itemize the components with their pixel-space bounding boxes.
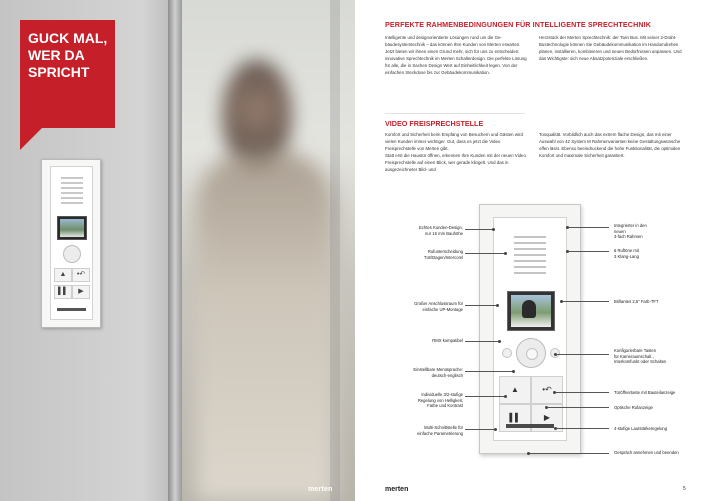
intercom-key: ▶ xyxy=(72,285,90,299)
navigation-pad xyxy=(516,338,546,368)
page-number: 5 xyxy=(683,486,686,492)
callout-leader xyxy=(563,301,609,302)
speaker-grille xyxy=(61,182,83,184)
speaker-grille xyxy=(514,242,546,244)
intercom-key: ▌▌ xyxy=(499,404,531,432)
brand-logo: merten xyxy=(308,486,333,493)
body-text: Intelligente und designorientierte Lösungen rund um die Ge-bäudesystemtechnik – das können Ihre Kunden von Merten erwarten. Jetzt bieten wir ihnen einen Grund mehr, sich für uns zu entscheiden: innovative Sprechtechnik im Merten Schalterdesign. Die perfekte Lösung für alle, die in Sachen Design Wert auf Einheitlichkeit legen. Von der einfachen Steckdose bis zur Gebäudekommunikation. xyxy=(385,35,527,75)
right-page xyxy=(355,0,710,501)
feature-callout: Rufunterscheidung Tür/Etagen/Intercoml xyxy=(423,249,463,260)
section-title: VIDEO FREISPRECHSTELLE xyxy=(385,119,484,128)
side-button xyxy=(502,348,512,358)
feature-callout: Echtes Kunden-Design, nur 16 mm Bauhöhe xyxy=(419,225,463,236)
speaker-grille xyxy=(514,266,546,268)
intercom-key: ▶ xyxy=(531,404,563,432)
call-indicator-bar xyxy=(57,308,86,311)
blurred-person-body xyxy=(195,150,335,501)
speaker-grille xyxy=(61,192,83,194)
video-screen xyxy=(507,291,555,331)
intercom-key: ▲ xyxy=(499,376,531,404)
speaker-grille xyxy=(514,254,546,256)
callout-leader xyxy=(465,253,505,254)
callout-dot xyxy=(492,228,495,231)
intercom-key: ▲ xyxy=(54,268,72,282)
brand-logo: merten xyxy=(385,486,409,493)
feature-callout: Multi-Schnittstelle für einfache Parametrierung xyxy=(417,425,463,436)
feature-callout: Gespräch annehmen und beenden xyxy=(614,450,679,455)
intercom-key: ▌▌ xyxy=(54,285,72,299)
callout-leader xyxy=(548,407,609,408)
headline: GUCK MAL, WER DA SPRICHT xyxy=(28,30,108,80)
callout-leader xyxy=(465,396,505,397)
speaker-grille xyxy=(514,272,546,274)
callout-leader xyxy=(465,429,495,430)
body-text: Tonqualität. Vorbildlich auch das extrem flache Design, das mit einer Auswahl von 42 System M Rahmenvarianten keine Gestaltungswünsche offen lässt. Ebenso beeindruckend die hohe Funktionalität, die optimalen Komfort und maximale Sicherheit garantiert. xyxy=(539,132,681,158)
callout-dot xyxy=(498,340,501,343)
callout-dot xyxy=(504,395,507,398)
speaker-grille xyxy=(514,236,546,238)
callout-leader xyxy=(557,428,609,429)
callout-leader xyxy=(465,371,513,372)
call-indicator-bar xyxy=(506,424,554,428)
callout-leader xyxy=(465,305,497,306)
intercom-key: •↶ xyxy=(531,376,563,404)
callout-dot xyxy=(494,428,497,431)
callout-leader xyxy=(569,251,609,252)
feature-callout: Konfigurierbare Tasten für Kameraumschalt., Interkomfunkt oder Schalten xyxy=(614,348,667,365)
callout-leader xyxy=(556,392,609,393)
speaker-grille xyxy=(61,177,83,179)
feature-callout: 4-stufige Lautstärkeregelung xyxy=(614,426,668,431)
door-frame xyxy=(168,0,182,501)
speaker-grille xyxy=(61,202,83,204)
speaker-grille xyxy=(61,187,83,189)
feature-callout: Türöffnertaste mit Bauteilanzeige xyxy=(614,390,676,395)
callout-dot xyxy=(512,370,515,373)
body-text: Herzstück der Merten Sprechtechnik: der Twin Bus. Mit seiner 2-Draht-Bustechnologie können Sie Gebäudekommunikation im Handumdrehen planen, installieren, kombinieren und neuen Bedürfnissen anpassen. Und das Wichtigste: sich neue Absatzpotenziale erschließen. xyxy=(539,35,682,61)
callout-dot xyxy=(496,304,499,307)
callout-leader xyxy=(557,354,609,355)
body-text: Komfort und Sicherheit beim Empfang von Besuchern und Gästen wird vielen Kunden immer wichtiger. Gut, dass es jetzt die Video Freisprechstelle von Merten gibt. Statt erst die Haustür öffnen, erkennen Ihre Kunden mit der neuen Video Freisprechstelle auf einen Blick, wer gerade klingelt. Und das in ausgezeichneter Bild- und xyxy=(385,132,526,172)
callout-leader xyxy=(530,453,609,454)
feature-callout: Optische Rufanzeige xyxy=(614,405,653,410)
feature-callout: Individuelle 3/2-stufige Regelung von Helligkeit, Farbe und Kontrast xyxy=(417,392,463,409)
feature-callout: Integrierter in den neuen 3-fach Rahmen xyxy=(614,223,647,240)
speaker-grille xyxy=(514,260,546,262)
door-mullion xyxy=(330,0,340,501)
feature-callout: Großer Anschlussraum für einfache UP-Montage xyxy=(414,301,463,312)
feature-callout: Brillantes 2,5" Farb-TFT xyxy=(614,299,659,304)
feature-callout: 6 Ruftöne mit 3 Klang-Lang xyxy=(614,248,639,259)
video-intercom-product xyxy=(479,204,581,454)
intercom-faceplate xyxy=(50,166,93,320)
section-title: PERFEKTE RAHMENBEDINGUNGEN FÜR INTELLIGENTE SPRECHTECHNIK xyxy=(385,20,652,29)
feature-callout: Einstellbare Menüsprache: deutsch-englisch xyxy=(413,367,463,378)
wall-video-intercom xyxy=(41,159,101,328)
feature-callout: RMX kompatibel xyxy=(432,338,463,343)
intercom-key: •↶ xyxy=(72,268,90,282)
divider xyxy=(385,113,525,114)
callout-leader xyxy=(465,229,493,230)
callout-leader xyxy=(465,341,499,342)
video-screen xyxy=(57,216,87,240)
speaker-grille xyxy=(514,248,546,250)
speaker-grille xyxy=(61,197,83,199)
callout-dot xyxy=(504,252,507,255)
navigation-pad xyxy=(63,245,81,263)
callout-leader xyxy=(569,227,609,228)
